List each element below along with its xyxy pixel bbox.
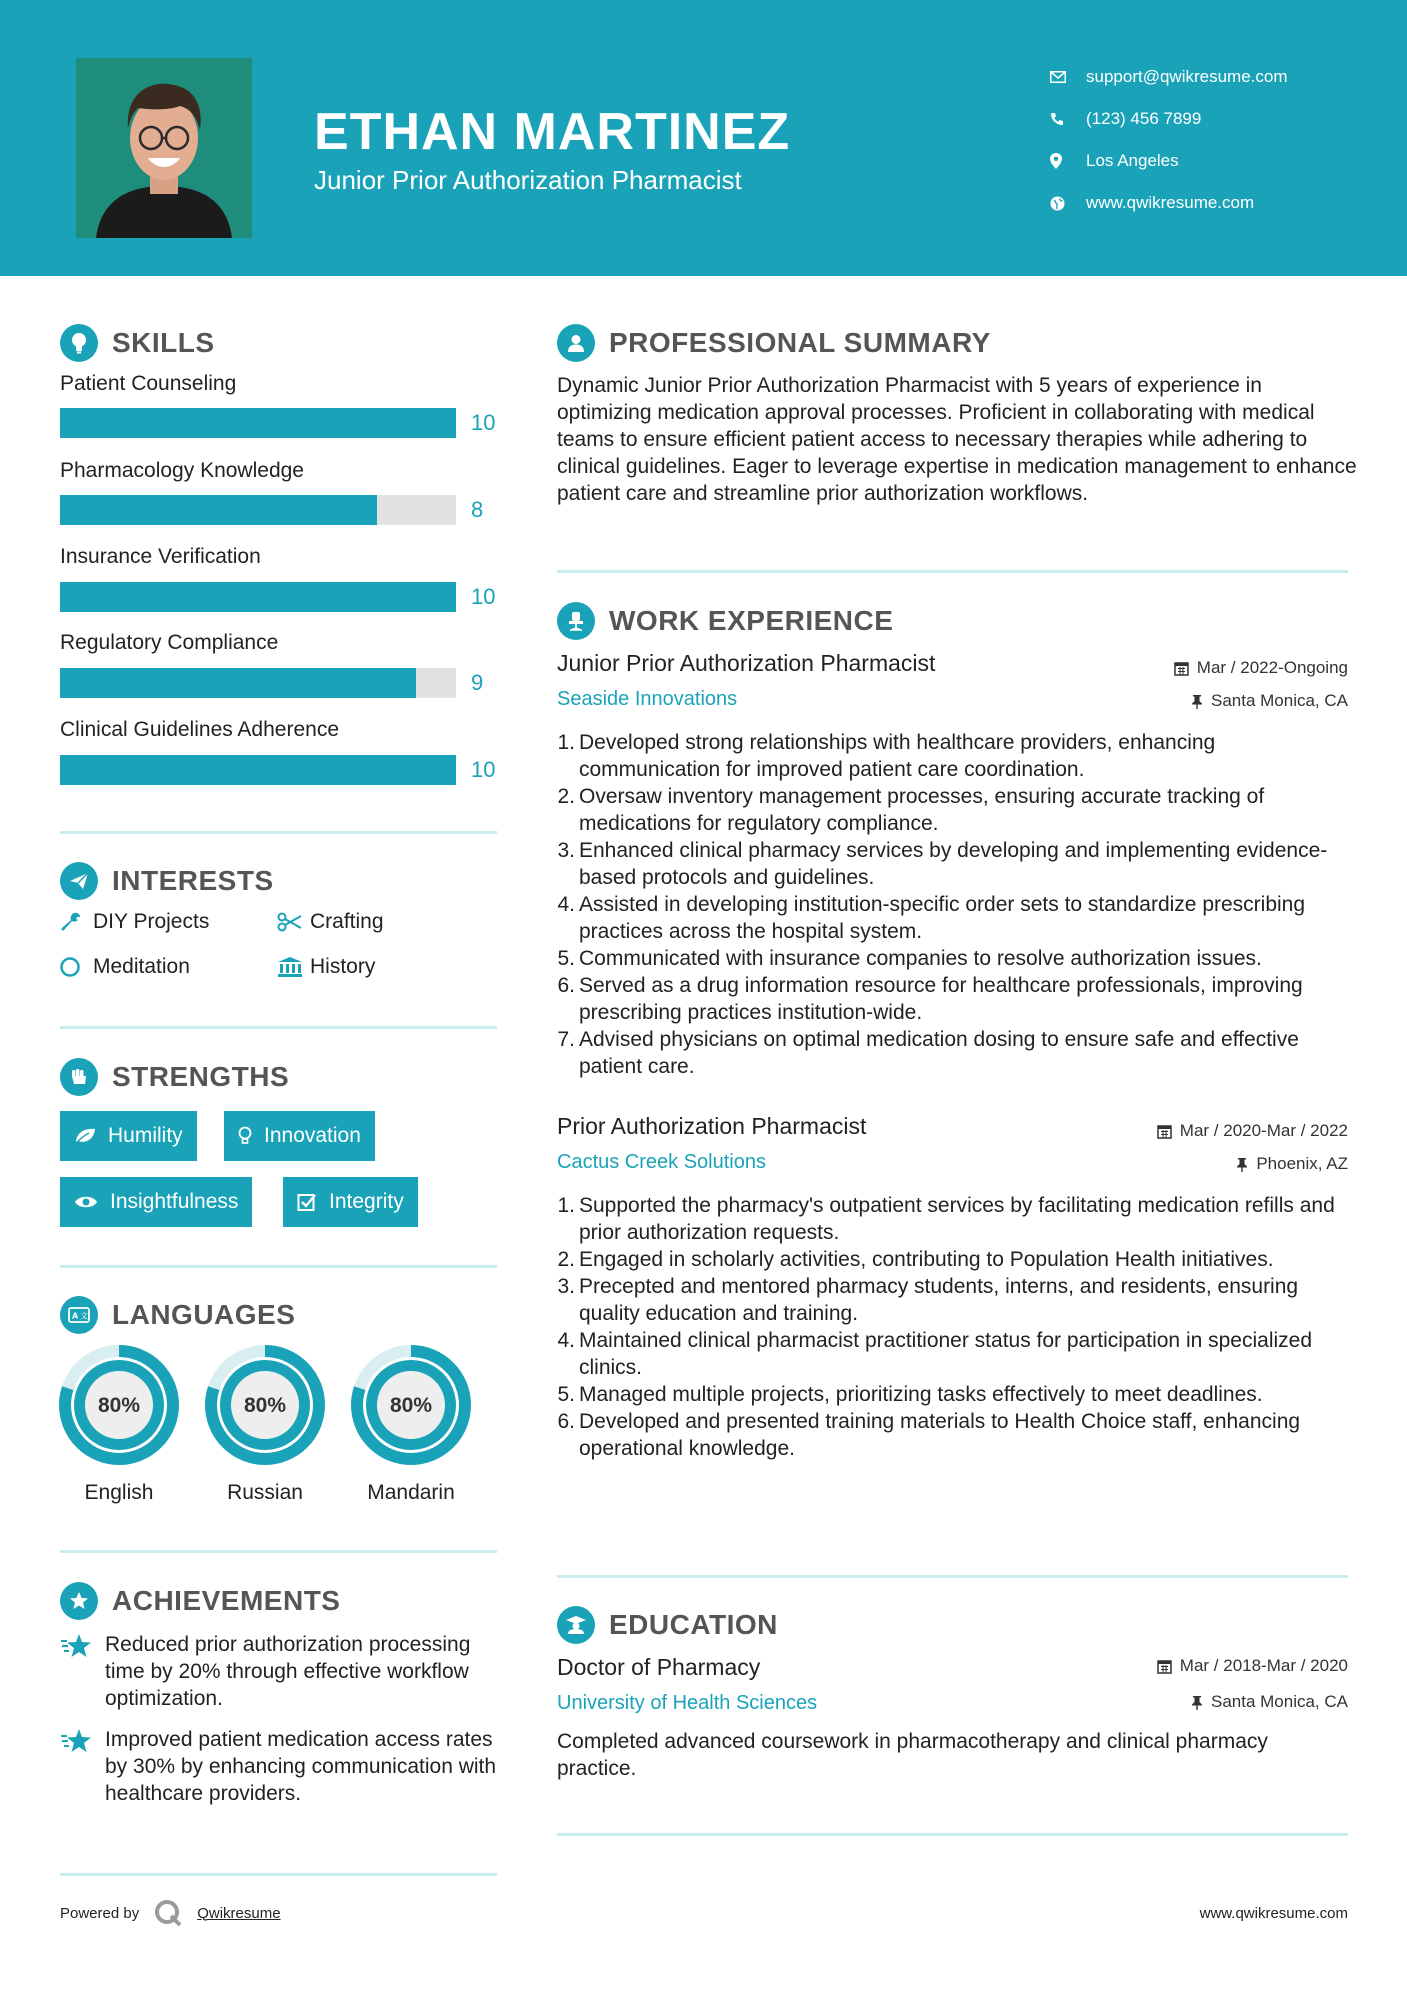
header-banner (0, 0, 1407, 276)
bullet-text: Engaged in scholarly activities, contributing to Population Health initiatives. (579, 1248, 1274, 1271)
skill-value: 9 (471, 670, 484, 695)
summary-title: PROFESSIONAL SUMMARY (609, 327, 991, 358)
eye-icon (74, 1194, 98, 1210)
bullet-item: 7. Advised physicians on optimal medication dosing to ensure safe and effective patient care. (552, 1026, 1352, 1080)
section-divider (60, 831, 497, 834)
skill-value: 10 (471, 757, 496, 782)
bank-icon (277, 956, 310, 978)
education-heading (557, 1606, 778, 1644)
footer-powered-by (60, 1898, 281, 1928)
section-divider (60, 1550, 497, 1553)
skills-heading (60, 324, 215, 362)
skill-bar (60, 755, 456, 785)
interest-item (60, 955, 190, 979)
job-location-text: Phoenix, AZ (1256, 1154, 1348, 1173)
job-dates-text: Mar / 2020-Mar / 2022 (1179, 1121, 1348, 1140)
graduate-icon (557, 1606, 595, 1644)
language-item (349, 1343, 473, 1504)
office-chair-icon (557, 602, 595, 640)
job-location (1236, 1154, 1348, 1174)
job-dates (1174, 658, 1348, 678)
language-icon (60, 1296, 98, 1334)
skill-bar-fill (60, 668, 416, 698)
bullet-text: Developed and presented training materials to Health Choice staff, enhancing operational knowledge. (579, 1410, 1301, 1460)
degree-title: Doctor of Pharmacy (557, 1654, 761, 1680)
interests-heading (60, 862, 274, 900)
bullet-item: 6. Developed and presented training materials to Health Choice staff, enhancing operational knowledge. (552, 1408, 1352, 1462)
skill-name: Patient Counseling (60, 372, 237, 395)
star-icon (60, 1631, 105, 1712)
languages-heading (60, 1296, 295, 1334)
candidate-title: Junior Prior Authorization Pharmacist (314, 165, 742, 195)
bullet-item: 5. Managed multiple projects, prioritizing tasks effectively to meet deadlines. (557, 1383, 1263, 1406)
bullet-text: Managed multiple projects, prioritizing tasks effectively to meet deadlines. (579, 1383, 1263, 1406)
bullet-item: 2. Oversaw inventory management processes, ensuring accurate tracking of medications for regulatory compliance. (552, 783, 1352, 837)
language-percent: 80% (243, 1394, 287, 1417)
achievements-heading (60, 1582, 340, 1620)
bullet-text: Served as a drug information resource for healthcare professionals, improving prescribing practices institution-wide. (579, 974, 1303, 1024)
svg-text:A: A (72, 1311, 79, 1321)
skill-name: Regulatory Compliance (60, 631, 279, 654)
fist-icon (60, 1058, 98, 1096)
contact-list (1050, 56, 1288, 224)
job-title: Junior Prior Authorization Pharmacist (557, 650, 936, 676)
pushpin-icon (1191, 694, 1203, 709)
interest-label: DIY Projects (93, 910, 210, 933)
lightbulb-outline-icon (238, 1126, 252, 1146)
bullet-item: 4. Assisted in developing institution-specific order sets to standardize prescribing practices across the hospital system. (552, 891, 1352, 945)
education-dates-text: Mar / 2018-Mar / 2020 (1179, 1656, 1348, 1675)
achievement-text: Improved patient medication access rates by 30% by enhancing communication with healthcare providers. (105, 1728, 497, 1805)
education-description: Completed advanced coursework in pharmacotherapy and clinical pharmacy practice. (557, 1730, 1268, 1780)
interest-label: History (310, 955, 376, 978)
skill-value: 10 (471, 584, 496, 609)
skill-bar (60, 408, 456, 438)
phone-icon (1050, 112, 1086, 126)
qwikresume-logo-icon (153, 1898, 183, 1928)
skill-bar-fill (60, 582, 456, 612)
contact-location (1050, 140, 1288, 182)
skill-bar (60, 582, 456, 612)
skill-bar (60, 495, 456, 525)
check-square-icon (297, 1192, 317, 1212)
lightbulb-icon (60, 324, 98, 362)
job-dates (1157, 1121, 1348, 1141)
strength-label: Insightfulness (110, 1190, 239, 1213)
wrench-icon (60, 911, 93, 933)
pushpin-icon (1191, 1695, 1203, 1710)
powered-by-text: Powered by (60, 1904, 140, 1922)
bullet-text: Oversaw inventory management processes, ensuring accurate tracking of medications for regulatory compliance. (579, 785, 1265, 835)
website-text: www.qwikresume.com (1086, 193, 1255, 212)
skill-name: Insurance Verification (60, 545, 261, 568)
bullet-text: Communicated with insurance companies to resolve authorization issues. (579, 947, 1262, 970)
footer-website[interactable]: www.qwikresume.com (1199, 1905, 1348, 1922)
language-donut (203, 1343, 327, 1467)
experience-title: WORK EXPERIENCE (609, 605, 894, 636)
star-badge-icon (60, 1582, 98, 1620)
skill-bar-fill (60, 755, 456, 785)
strength-tag (224, 1111, 375, 1161)
language-percent: 80% (97, 1394, 141, 1417)
strength-label: Humility (108, 1124, 183, 1147)
language-item (57, 1343, 181, 1504)
language-donut (57, 1343, 181, 1467)
globe-icon (1050, 196, 1086, 211)
skill-bar (60, 668, 456, 698)
job-location (1191, 691, 1348, 711)
scissors-icon (277, 912, 310, 932)
bullet-text: Assisted in developing institution-specific order sets to standardize prescribing practices across the hospital system. (579, 893, 1306, 943)
section-divider (60, 1026, 497, 1029)
interest-item (277, 955, 375, 979)
bullet-item: 1. Supported the pharmacy's outpatient services by facilitating medication refills and prior authorization requests. (552, 1192, 1352, 1246)
language-name: Russian (227, 1481, 303, 1504)
phone-text: (123) 456 7899 (1086, 109, 1202, 128)
location-text: Los Angeles (1086, 151, 1179, 170)
circle-icon (60, 956, 93, 978)
profile-photo (76, 58, 252, 238)
language-donut (349, 1343, 473, 1467)
education-location-text: Santa Monica, CA (1210, 1692, 1348, 1711)
bullet-item: 6. Served as a drug information resource for healthcare professionals, improving prescribing practices institution-wide. (552, 972, 1352, 1026)
strength-tag (283, 1177, 418, 1227)
brand-link[interactable]: Qwikresume (197, 1904, 281, 1922)
bullet-text: Supported the pharmacy's outpatient services by facilitating medication refills and prior authorization requests. (579, 1194, 1335, 1244)
bullet-text: Precepted and mentored pharmacy students, interns, and residents, ensuring quality education and training. (579, 1275, 1299, 1325)
languages-title: LANGUAGES (112, 1299, 296, 1330)
section-divider (60, 1873, 497, 1876)
map-pin-icon (1050, 153, 1086, 169)
skill-bar-fill (60, 408, 456, 438)
language-percent: 80% (389, 1394, 433, 1417)
pushpin-icon (1236, 1157, 1248, 1172)
candidate-name: ETHAN MARTINEZ (314, 103, 791, 161)
calendar-icon (1157, 1659, 1172, 1674)
paper-plane-icon (60, 862, 98, 900)
education-dates (1157, 1656, 1348, 1676)
leaf-icon (74, 1127, 96, 1145)
language-name: Mandarin (367, 1481, 455, 1504)
interest-label: Crafting (310, 910, 384, 933)
strength-tag (60, 1177, 252, 1227)
interests-title: INTERESTS (112, 865, 274, 896)
language-name: English (84, 1481, 154, 1504)
skill-value: 8 (471, 497, 484, 522)
job-title: Prior Authorization Pharmacist (557, 1113, 867, 1139)
strengths-title: STRENGTHS (112, 1061, 290, 1092)
strength-label: Innovation (264, 1124, 361, 1147)
skill-name: Clinical Guidelines Adherence (60, 718, 339, 741)
job-location-text: Santa Monica, CA (1210, 691, 1348, 710)
bullet-item: 3. Precepted and mentored pharmacy students, interns, and residents, ensuring quality education and training. (552, 1273, 1352, 1327)
user-icon (557, 324, 595, 362)
summary-heading (557, 324, 991, 362)
bullet-text: Enhanced clinical pharmacy services by developing and implementing evidence-based protocols and guidelines. (579, 839, 1328, 889)
bullet-item: 2. Engaged in scholarly activities, contributing to Population Health initiatives. (557, 1248, 1274, 1271)
achievement-text: Reduced prior authorization processing time by 20% through effective workflow optimization. (105, 1633, 471, 1710)
company-name: Cactus Creek Solutions (557, 1151, 766, 1173)
bullet-text: Advised physicians on optimal medication dosing to ensure safe and effective patient care. (579, 1028, 1299, 1078)
experience-heading (557, 602, 893, 640)
interest-item (277, 910, 384, 934)
skill-value: 10 (471, 410, 496, 435)
section-divider (557, 1575, 1348, 1578)
achievement-item (60, 1631, 500, 1712)
job-dates-text: Mar / 2022-Ongoing (1196, 658, 1348, 677)
strength-label: Integrity (329, 1190, 404, 1213)
svg-text:文: 文 (80, 1311, 88, 1321)
contact-phone[interactable] (1050, 98, 1288, 140)
contact-email[interactable] (1050, 56, 1288, 98)
bullet-item: 5. Communicated with insurance companies to resolve authorization issues. (557, 947, 1262, 970)
section-divider (60, 1265, 497, 1268)
strengths-heading (60, 1058, 289, 1096)
school-name: University of Health Sciences (557, 1692, 818, 1714)
star-icon (60, 1726, 105, 1807)
achievements-title: ACHIEVEMENTS (112, 1585, 341, 1616)
envelope-icon (1050, 71, 1086, 83)
calendar-icon (1174, 661, 1189, 676)
job-bullets (552, 729, 1352, 1080)
company-name: Seaside Innovations (557, 688, 738, 710)
contact-website[interactable] (1050, 182, 1288, 224)
strength-tag (60, 1111, 197, 1161)
bullet-item: 3. Enhanced clinical pharmacy services by developing and implementing evidence-based protocols and guidelines. (552, 837, 1352, 891)
interest-label: Meditation (93, 955, 190, 978)
section-divider (557, 570, 1348, 573)
education-location (1191, 1692, 1348, 1712)
interest-item (60, 910, 209, 934)
language-item (203, 1343, 327, 1504)
summary-text: Dynamic Junior Prior Authorization Pharmacist with 5 years of experience in optimizing medication approval processes. Proficient in collaborating with medical teams to ensure efficient patient access to necessary therapies while adhering to clinical guidelines. Eager to leverage expertise in medication management to enhance patient care and streamline prior authorization workflows. (557, 374, 1357, 505)
bullet-item: 4. Maintained clinical pharmacist practitioner status for participation in specialized clinics. (552, 1327, 1352, 1381)
job-bullets (552, 1192, 1352, 1462)
calendar-icon (1157, 1124, 1172, 1139)
email-text: support@qwikresume.com (1086, 67, 1288, 86)
bullet-item: 1. Developed strong relationships with healthcare providers, enhancing communication for improved patient care coordination. (552, 729, 1352, 783)
section-divider (557, 1833, 1348, 1836)
achievement-item (60, 1726, 500, 1807)
skill-name: Pharmacology Knowledge (60, 459, 304, 482)
bullet-text: Maintained clinical pharmacist practitioner status for participation in specialized clinics. (579, 1329, 1313, 1379)
skills-title: SKILLS (112, 327, 215, 358)
bullet-text: Developed strong relationships with healthcare providers, enhancing communication for improved patient care coordination. (579, 731, 1216, 781)
skill-bar-fill (60, 495, 377, 525)
education-title: EDUCATION (609, 1609, 778, 1640)
